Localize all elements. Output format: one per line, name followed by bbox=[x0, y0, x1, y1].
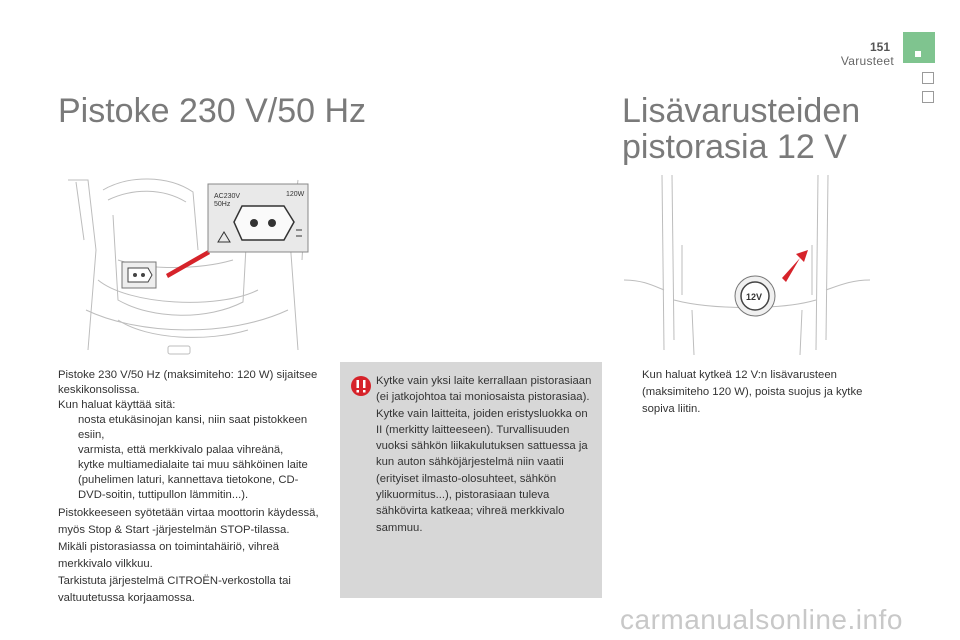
paragraph: Pistokkeeseen syötetään virtaa moottorin käydessä, myös Stop & Start -järjestelmän STOP-tilassa. bbox=[58, 507, 319, 536]
tab-marker-icon bbox=[915, 51, 921, 57]
console-socket bbox=[122, 262, 156, 288]
list-item: nosta etukäsinojan kansi, niin saat pistokkeen esiin, bbox=[58, 413, 326, 443]
watermark: carmanualsonline.info bbox=[620, 604, 903, 635]
list-item: Kun haluat kytkeä 12 V:n lisävarusteen (maksimiteho 120 W), poista suojus ja kytke sopiva liitin. bbox=[622, 367, 870, 418]
bullet-icon bbox=[58, 413, 78, 443]
title-line: pistorasia 12 V bbox=[622, 128, 847, 166]
console-230v-illustration bbox=[58, 170, 318, 360]
chapter-tab[interactable] bbox=[903, 32, 935, 63]
title-line: Lisävarusteiden bbox=[622, 92, 861, 130]
socket-label: 12V bbox=[746, 292, 763, 302]
warning-text: Kytke vain yksi laite kerrallaan pistorasiaan (ei jatkojohtoa tai moniosaista pistorasiaa). Kytke vain laitteita, joiden eristysluokka on II (merkitty laitteeseen). Turvallisuuden vuoksi sähkön liikakulutuksen sattuessa ja kun auton sähköjärjestelmä niin vaatii (erityiset ilmasto-olosuhteet, sähkön ylikuormitus...), pistorasiaan tuleva sähkövirta katkeaa; vihreä merkkivalo sammuu. bbox=[376, 375, 592, 534]
pointer-arrow-icon bbox=[166, 250, 210, 278]
label-ac: AC230V bbox=[214, 193, 241, 200]
paragraph: Mikäli pistorasiassa on toimintahäiriö, vihreä merkkivalo vilkkuu. bbox=[58, 541, 280, 570]
console-drawing bbox=[58, 170, 318, 360]
use-lead: Kun haluat käyttää sitä: bbox=[58, 399, 176, 411]
section-title-12v bbox=[622, 93, 860, 165]
socket-12v bbox=[735, 276, 775, 316]
label-hz: 50Hz bbox=[214, 201, 231, 208]
chapter-title: Varusteet bbox=[840, 54, 894, 68]
chapter-tab-empty[interactable] bbox=[922, 91, 934, 103]
left-body-text bbox=[58, 368, 326, 607]
list-item: kytke multiamedialaite tai muu sähköinen laite (puhelimen laturi, kannettava tietokone, CD-DVD-soitin, tuttipullon lämmitin...). bbox=[58, 458, 326, 503]
bullet-icon bbox=[58, 443, 78, 458]
intro-paragraph: Pistoke 230 V/50 Hz (maksimiteho: 120 W) sijaitsee keskikonsolissa. bbox=[58, 369, 318, 396]
exclamation-icon bbox=[351, 376, 371, 396]
pointer-arrow-icon bbox=[782, 250, 808, 282]
console-12v-drawing bbox=[622, 170, 872, 360]
chapter-tab-empty[interactable] bbox=[922, 72, 934, 84]
right-body-text bbox=[622, 367, 870, 418]
list-item: varmista, että merkkivalo palaa vihreänä, bbox=[58, 443, 326, 458]
label-w: 120W bbox=[286, 191, 305, 198]
bullet-icon bbox=[58, 458, 78, 503]
page-number: 151 bbox=[869, 40, 890, 54]
socket-12v-illustration bbox=[622, 170, 872, 360]
socket-zoom-plate bbox=[208, 184, 308, 252]
paragraph: Tarkistuta järjestelmä CITROËN-verkostolla tai valtuutetussa korjaamossa. bbox=[58, 575, 291, 604]
bullet-icon bbox=[622, 367, 642, 418]
section-title-230v: Pistoke 230 V/50 Hz bbox=[58, 92, 367, 130]
